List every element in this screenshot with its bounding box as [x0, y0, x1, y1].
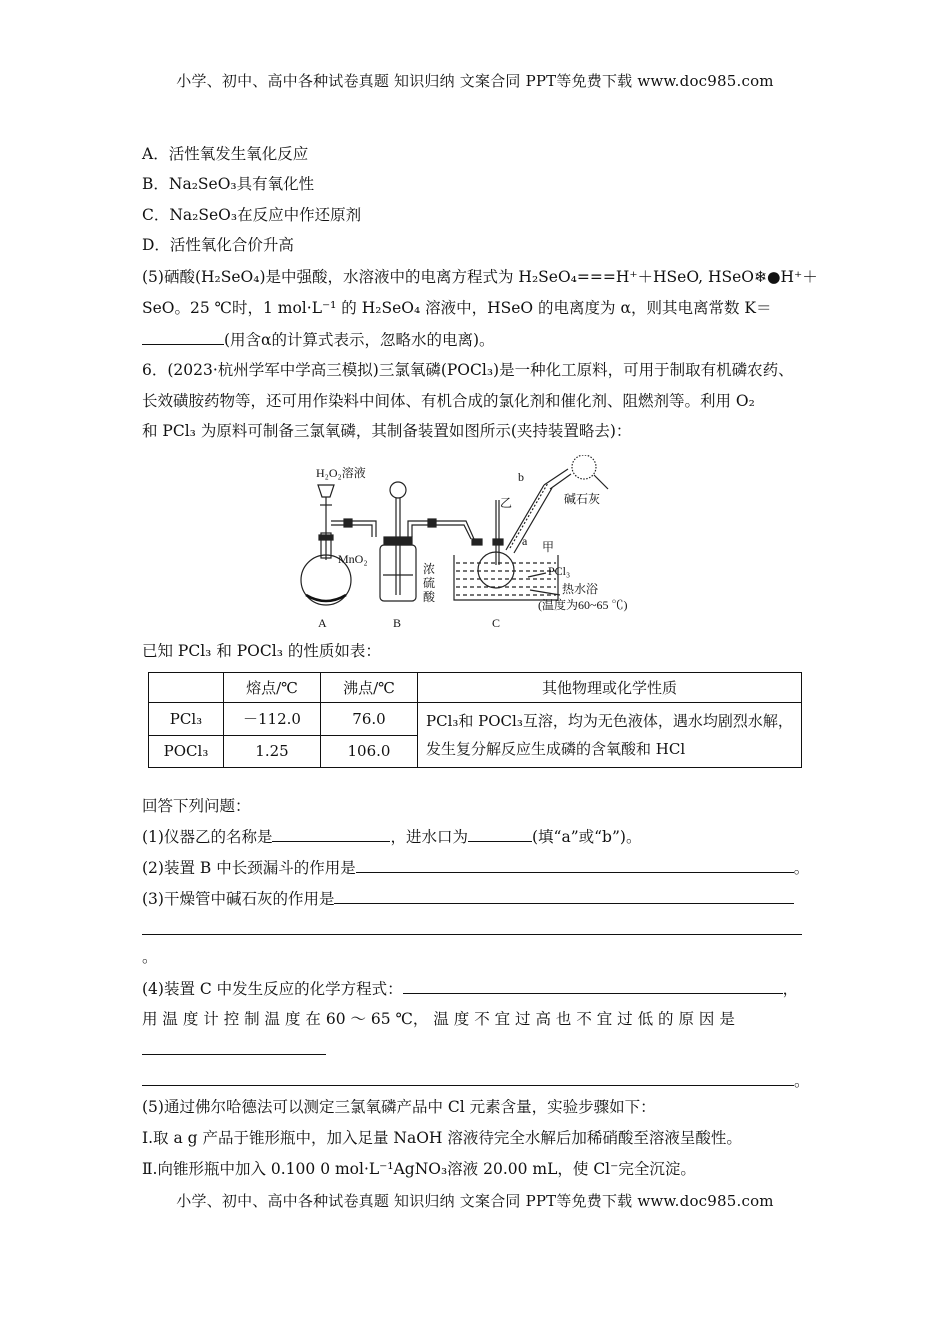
label-a: a [522, 534, 528, 548]
answer-blank [272, 825, 390, 842]
hot-water-bath [454, 555, 558, 600]
answer-blank [468, 825, 532, 842]
label-a-app: A [318, 616, 327, 630]
table-cell: PCl₃ [149, 703, 224, 736]
label-soda-lime: 碱石灰 [564, 492, 601, 506]
q2-text: (2)装置 B 中长颈漏斗的作用是 [142, 859, 356, 877]
label-h2o2: H₂O₂溶液 [316, 466, 366, 480]
option-b: B．Na₂SeO₃具有氧化性 [142, 175, 315, 193]
label-pcl3: PCl₃ [548, 564, 571, 578]
question-3-end: 。 [142, 948, 158, 966]
question-3-line2 [142, 918, 802, 941]
q5-se-line2: SeO。25 ℃时，1 mol·L⁻¹ 的 H₂SeO₄ 溶液中，HSeO 的电离度为 α，则其电离常数 K＝ [142, 299, 772, 317]
long-neck-funnel [390, 482, 406, 498]
apparatus-figure [296, 455, 656, 635]
table-header-cell: 其他物理或化学性质 [418, 673, 802, 703]
q6-line1: 6．(2023·杭州学军中学高三模拟)三氯氧磷(POCl₃)是一种化工原料，可用于制取有机磷农药、 [142, 361, 794, 379]
q1-text-b: ，进水口为 [390, 828, 468, 846]
option-d: D．活性氧化合价升高 [142, 236, 294, 254]
answer-blank [142, 918, 802, 935]
question-3 [142, 887, 794, 910]
q4-comma: ， [782, 980, 799, 998]
q1-text: (1)仪器乙的名称是 [142, 828, 273, 846]
table-header-row [149, 673, 802, 703]
label-mno2: MnO₂ [338, 552, 368, 566]
q3-text: (3)干燥管中碱石灰的作用是 [142, 890, 335, 908]
table-row [149, 703, 802, 736]
table-header-cell [149, 673, 224, 703]
questions-intro: 回答下列问题： [142, 797, 251, 815]
question-1 [142, 825, 641, 848]
table-header-cell: 沸点/℃ [321, 673, 418, 703]
table-cell: 76.0 [321, 703, 418, 736]
q4-end: 。 [794, 1072, 810, 1090]
option-c: C．Na₂SeO₃在反应中作还原剂 [142, 206, 362, 224]
q1-text-c: (填“a”或“b”)。 [531, 828, 642, 846]
question-5: (5)通过佛尔哈德法可以测定三氯氧磷产品中 Cl 元素含量，实验步骤如下： [142, 1098, 656, 1116]
label-b: b [518, 470, 524, 484]
table-cell-other: PCl₃和 POCl₃互溶，均为无色液体，遇水均剧烈水解，发生复分解反应生成磷的含氧酸和 HCl [418, 703, 802, 768]
q4-text: (4)装置 C 中发生反应的化学方程式： [142, 980, 403, 998]
properties-table [148, 672, 802, 768]
label-c-app: C [492, 616, 501, 630]
label-temp: (温度为60~65 ℃) [538, 598, 628, 612]
question-4-line4 [142, 1069, 810, 1092]
q5-se-line3 [142, 328, 495, 351]
page-header: 小学、初中、高中各种试卷真题 知识归纳 文案合同 PPT等免费下载 www.doc985.com [176, 72, 774, 90]
question-2 [142, 856, 809, 879]
q5-se-tail: (用含α的计算式表示，忽略水的电离)。 [224, 331, 495, 349]
answer-blank [334, 887, 794, 904]
answer-blank [142, 1069, 794, 1086]
label-jia: 甲 [542, 540, 555, 554]
answer-blank [356, 856, 794, 873]
drying-tube [572, 455, 596, 479]
table-cell: －112.0 [224, 703, 321, 736]
label-yi: 乙 [500, 496, 513, 510]
question-4-line3 [142, 1038, 326, 1061]
bottle-b [380, 545, 416, 601]
option-a: A．活性氧发生氧化反应 [142, 145, 309, 163]
answer-blank [403, 977, 783, 994]
label-conc-3: 酸 [423, 590, 436, 604]
step-2: Ⅱ.向锥形瓶中加入 0.100 0 mol·L⁻¹AgNO₃溶液 20.00 mL，使 Cl⁻完全沉淀。 [142, 1160, 696, 1178]
answer-blank [142, 328, 224, 345]
label-hot-bath: 热水浴 [562, 582, 599, 596]
label-conc-1: 浓 [423, 562, 436, 576]
question-4-line2: 用 温 度 计 控 制 温 度 在 60 ～ 65 ℃， 温 度 不 宜 过 高 也 不 宜 过 低 的 原 因 是 [142, 1010, 735, 1028]
table-header-cell: 熔点/℃ [224, 673, 321, 703]
table-cell: 1.25 [224, 735, 321, 768]
table-cell: 106.0 [321, 735, 418, 768]
q6-line2: 长效磺胺药物等，还可用作染料中间体、有机合成的氯化剂和催化剂、阻燃剂等。利用 O₂ [142, 392, 755, 410]
question-4 [142, 977, 798, 1000]
page-footer: 小学、初中、高中各种试卷真题 知识归纳 文案合同 PPT等免费下载 www.doc985.com [176, 1192, 774, 1210]
step-1: Ⅰ.取 a g 产品于锥形瓶中，加入足量 NaOH 溶液待完全水解后加稀硝酸至溶液呈酸性。 [142, 1129, 742, 1147]
label-conc-2: 硫 [423, 576, 436, 590]
q6-line3: 和 PCl₃ 为原料可制备三氯氧磷，其制备装置如图所示(夹持装置略去)： [142, 422, 632, 440]
q5-se-line1: (5)硒酸(H₂SeO₄)是中强酸，水溶液中的电离方程式为 H₂SeO₄===H⁺＋HSeO, HSeO❄●H⁺＋ [142, 268, 818, 286]
q2-end: 。 [793, 859, 810, 877]
separating-funnel [318, 485, 334, 497]
label-b-app: B [393, 616, 402, 630]
table-cell: POCl₃ [149, 735, 224, 768]
known-properties: 已知 PCl₃ 和 POCl₃ 的性质如表： [142, 642, 381, 660]
answer-blank [142, 1038, 326, 1055]
